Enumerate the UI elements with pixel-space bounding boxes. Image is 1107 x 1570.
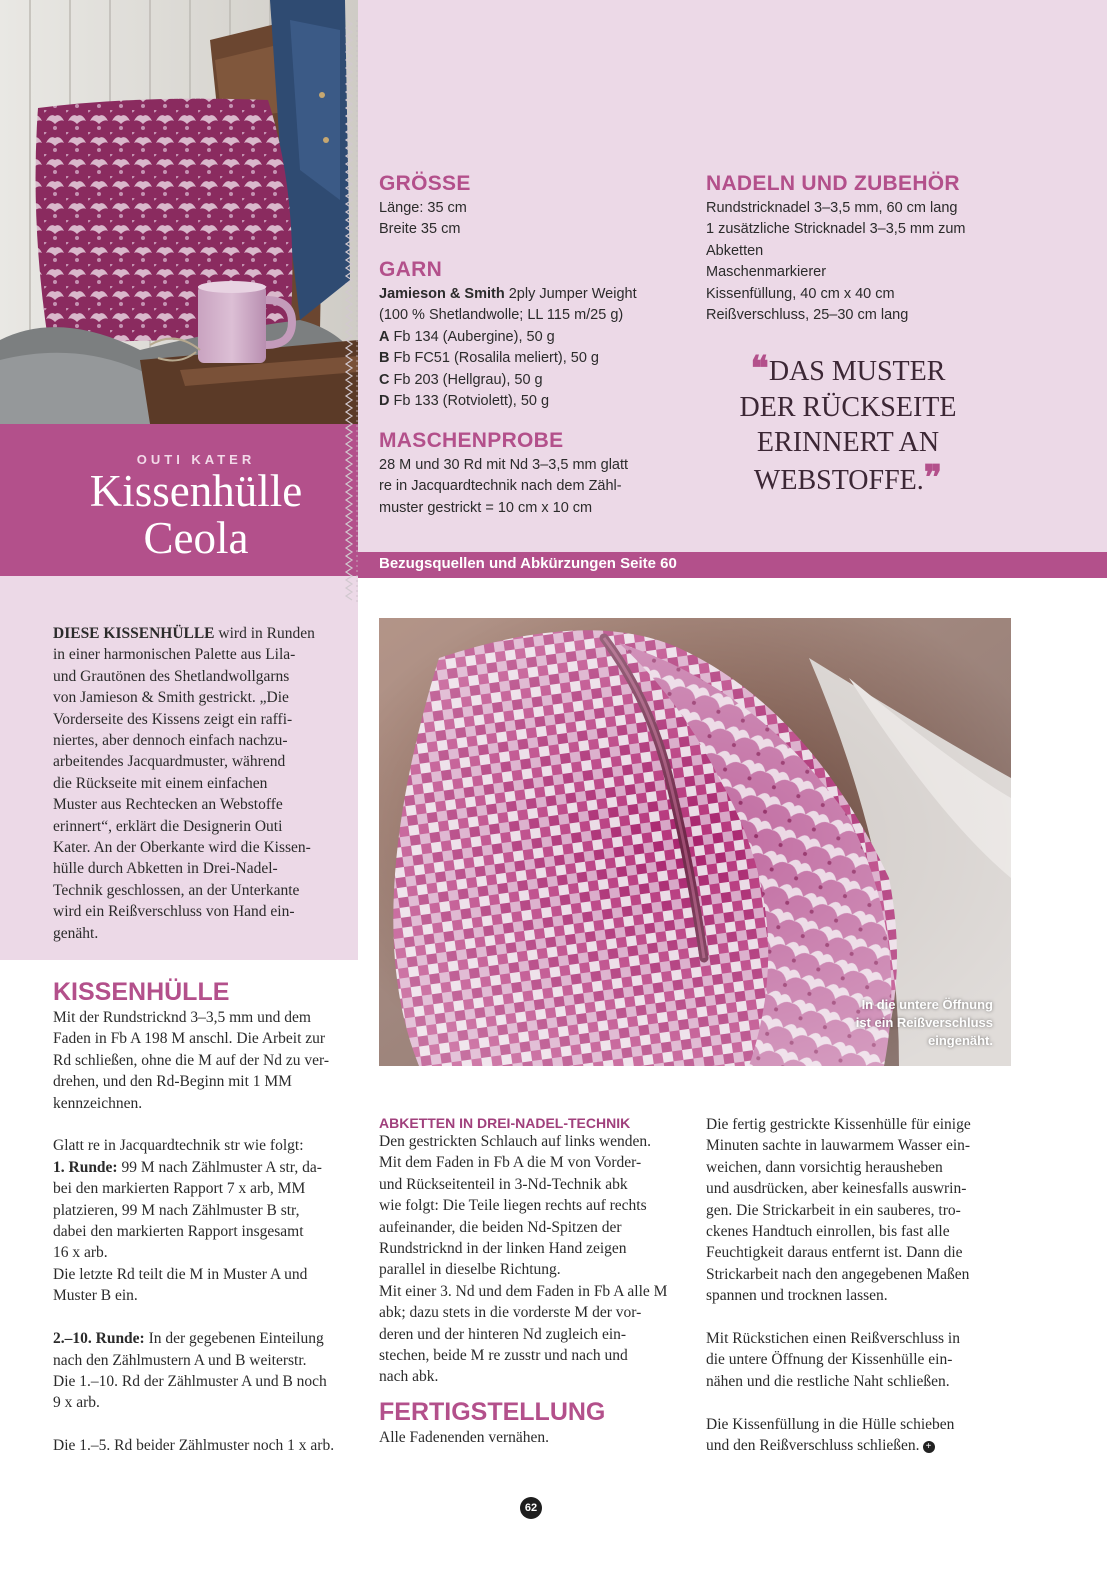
open-quote-icon: ❝ [750, 351, 769, 388]
instruction-line: Die 1.–5. Rd beider Zählmuster noch 1 x arb. [53, 1437, 335, 1455]
instruction-line: Faden in Fb A 198 M anschl. Die Arbeit zur [53, 1030, 326, 1048]
gauge-section [379, 429, 628, 519]
needles-line: Maschenmarkierer [706, 264, 827, 281]
instruction-line: die untere Öffnung der Kissenhülle ein- [706, 1351, 953, 1369]
instruction-line: bei den markierten Rapport 7 x arb, MM [53, 1180, 306, 1198]
instruction-line: stechen, beide M re zusstr und nach und [379, 1347, 628, 1365]
needles-line: Rundstricknadel 3–3,5 mm, 60 cm lang [706, 200, 958, 216]
instruction-line: spannen und trocknen lassen. [706, 1287, 888, 1305]
abketten-heading: ABKETTEN IN DREI-NADEL-TECHNIK [379, 1115, 631, 1131]
instruction-line: Glatt re in Jacquardtechnik str wie folgt: [53, 1137, 304, 1155]
intro-line: Vorderseite des Kissens zeigt ein raffi- [53, 710, 293, 728]
color-key: B [379, 350, 390, 367]
intro-line: niertes, aber dennoch einfach nachzu- [53, 732, 288, 750]
instruction-line: deren und der hinteren Nd zugleich ein- [379, 1325, 627, 1343]
color-text: Fb FC51 (Rosalila meliert), 50 g [389, 350, 599, 367]
photo-caption [856, 996, 993, 1050]
title-line: Kissenhülle [89, 466, 303, 516]
intro-lead: DIESE KISSENHÜLLE [53, 625, 215, 642]
quote-line: DAS MUSTER [768, 356, 946, 387]
instruction-line: dabei den markierten Rapport insgesamt [53, 1223, 304, 1241]
color-key: C [379, 371, 390, 388]
instruction-line: Mit der Rundstricknd 3–3,5 mm und dem [53, 1009, 311, 1026]
needles-line: Kissenfüllung, 40 cm x 40 cm [706, 285, 895, 302]
intro-line: genäht. [53, 924, 99, 942]
gauge-line: re in Jacquardtechnik nach dem Zähl- [379, 478, 622, 495]
instruction-line: In der gegebenen Einteilung [144, 1330, 324, 1348]
designer-name: OUTI KATER [136, 452, 256, 467]
instruction-line: Die 1.–10. Rd der Zählmuster A und B noch [53, 1372, 327, 1390]
instruction-line: Minuten sachte in lauwarmem Wasser ein- [706, 1137, 971, 1155]
instruction-line: Rd schließen, ohne die M auf der Nd zu ver- [53, 1051, 330, 1069]
instruction-line: 16 x arb. [53, 1244, 108, 1262]
intro-text [53, 623, 315, 944]
instruction-line: und den Reißverschluss schließen. [706, 1437, 920, 1455]
yarn-color [379, 348, 637, 369]
yarn-weight: 2ply Jumper Weight [504, 286, 637, 302]
caption-line: In die untere Öffnung [861, 997, 993, 1012]
size-line: Breite 35 cm [379, 221, 461, 238]
instruction-line: Feuchtigkeit daraus entfernt ist. Dann die [706, 1244, 963, 1262]
instruction-line: und ausdrücken, aber keinesfalls auswrin- [706, 1180, 967, 1198]
needles-section [706, 172, 966, 326]
intro-line: in einer harmonischen Palette aus Lila- [53, 646, 296, 664]
zigzag-edge-decoration [336, 20, 362, 604]
size-section [379, 172, 471, 241]
round-label: 1. Runde: [53, 1158, 118, 1176]
intro-line: und Grautönen des Shetlandwollgarns [53, 667, 290, 685]
instruction-line: Die letzte Rd teilt die M in Muster A und [53, 1265, 308, 1283]
yarn-color [379, 391, 637, 412]
source-reference: Bezugsquellen und Abkürzungen Seite 60 [379, 555, 677, 572]
caption-line: eingenäht. [927, 1033, 993, 1048]
instruction-line: nach abk. [379, 1368, 439, 1386]
instruction-line: und Rückseitenteil in 3-Nd-Technik abk [379, 1175, 628, 1193]
end-of-pattern-icon: + [923, 1441, 935, 1453]
needles-line: Abketten [706, 242, 764, 259]
intro-line: wird ein Reißverschluss von Hand ein- [53, 903, 295, 921]
intro-line: Technik geschlossen, an der Unterkante [53, 881, 300, 899]
yarn-section [379, 258, 637, 412]
color-key: D [379, 393, 390, 410]
source-bar [358, 552, 1107, 578]
round-label: 2.–10. Runde: [53, 1330, 145, 1348]
instruction-line: nähen und die restliche Naht schließen. [706, 1372, 950, 1390]
instruction-line: Mit dem Faden in Fb A die M von Vorder- [379, 1154, 642, 1172]
intro-line: wird in Runden [214, 625, 315, 642]
close-quote-icon: ❞ [923, 459, 943, 497]
intro-line: Kater. An der Oberkante wird die Kissen- [53, 839, 311, 857]
color-key: A [379, 328, 390, 345]
intro-line: Muster aus Rechtecken an Webstoffe [53, 796, 283, 814]
instruction-line: drehen, und den Rd-Beginn mit 1 MM [53, 1073, 292, 1091]
instruction-line: weichen, dann vorsichtig herausheben [706, 1158, 943, 1176]
instruction-line: abk; dazu stets in die vorderste M der vor- [379, 1304, 642, 1322]
needles-line: Reißverschluss, 25–30 cm lang [706, 307, 909, 324]
intro-line: arbeitendes Jacquardmuster, während [53, 753, 286, 771]
intro-line: die Rückseite mit einem einfachen [53, 774, 268, 792]
gauge-line: muster gestrickt = 10 cm x 10 cm [379, 499, 593, 516]
color-text: Fb 203 (Hellgrau), 50 g [389, 371, 543, 388]
instruction-line: 9 x arb. [53, 1394, 100, 1412]
title-line: Ceola [143, 513, 249, 563]
yarn-color [379, 370, 637, 391]
instruction-line: gen. Die Strickarbeit in ein sauberes, tro- [706, 1201, 961, 1219]
intro-line: erinnert“, erklärt die Designerin Outi [53, 817, 283, 835]
instruction-line: parallel in dieselbe Richtung. [379, 1261, 561, 1279]
intro-line: von Jamieson & Smith gestrickt. „Die [53, 689, 289, 707]
instruction-line: aufeinander, die beiden Nd-Spitzen der [379, 1218, 622, 1236]
color-text: Fb 133 (Rotviolett), 50 g [389, 393, 550, 410]
pull-quote [706, 352, 990, 498]
yarn-color [379, 327, 637, 348]
page-title [0, 468, 392, 562]
kissenhuelle-section [53, 978, 334, 1457]
instruction-line: Rundstricknd in der linken Hand zeigen [379, 1240, 627, 1258]
needles-line: 1 zusätzliche Stricknadel 3–3,5 mm zum [706, 221, 966, 238]
yarn-brand-line [379, 284, 637, 305]
yarn-heading: GARN [379, 258, 443, 281]
instruction-line: Mit einer 3. Nd und dem Faden in Fb A alle M [379, 1282, 668, 1300]
quote-line: ERINNERT AN [756, 427, 940, 458]
yarn-content: (100 % Shetlandwolle; LL 115 m/25 g) [379, 307, 624, 324]
instruction-line: kennzeichnen. [53, 1094, 143, 1112]
quote-line: DER RÜCKSEITE [739, 391, 957, 423]
color-text: Fb 134 (Aubergine), 50 g [389, 328, 555, 345]
caption-line: ist ein Reißverschluss [855, 1015, 993, 1030]
instruction-line: Mit Rückstichen einen Reißverschluss in [706, 1330, 960, 1348]
instruction-line: Muster B ein. [53, 1287, 138, 1305]
abketten-section [379, 1115, 667, 1448]
needles-heading: NADELN UND ZUBEHÖR [706, 172, 960, 195]
yarn-brand: Jamieson & Smith [379, 286, 505, 302]
instruction-line: ckenes Handtuch einrollen, bis fast alle [706, 1223, 950, 1241]
intro-line: hülle durch Abketten in Drei-Nadel- [53, 860, 278, 878]
instruction-line: Alle Fadenenden vernähen. [379, 1428, 550, 1446]
zipper-closeup-photo [379, 618, 1011, 1066]
cushion-photo [0, 0, 358, 424]
fertigstellung-heading: FERTIGSTELLUNG [379, 1397, 606, 1426]
instruction-line: platzieren, 99 M nach Zählmuster B str, [53, 1201, 300, 1219]
kissenhuelle-heading: KISSENHÜLLE [53, 978, 230, 1006]
instruction-line: Den gestrickten Schlauch auf links wenden. [379, 1133, 652, 1150]
instruction-line: Die fertig gestrickte Kissenhülle für einige [706, 1116, 971, 1133]
quote-line: WEBSTOFFE. [753, 464, 924, 496]
instruction-line: 99 M nach Zählmuster A str, da- [117, 1158, 322, 1176]
gauge-heading: MASCHENPROBE [379, 429, 564, 452]
instruction-line: Die Kissenfüllung in die Hülle schieben [706, 1415, 955, 1433]
page-number: 62 [520, 1497, 542, 1519]
instruction-line: wie folgt: Die Teile liegen rechts auf rechts [379, 1197, 647, 1215]
instruction-line: Strickarbeit nach den angegebenen Maßen [706, 1265, 970, 1283]
gauge-line: 28 M und 30 Rd mit Nd 3–3,5 mm glatt [379, 457, 629, 473]
size-heading: GRÖSSE [379, 172, 471, 195]
size-line: Länge: 35 cm [379, 200, 467, 216]
finishing-text [706, 1114, 971, 1457]
instruction-line: nach den Zählmustern A und B weiterstr. [53, 1351, 307, 1369]
